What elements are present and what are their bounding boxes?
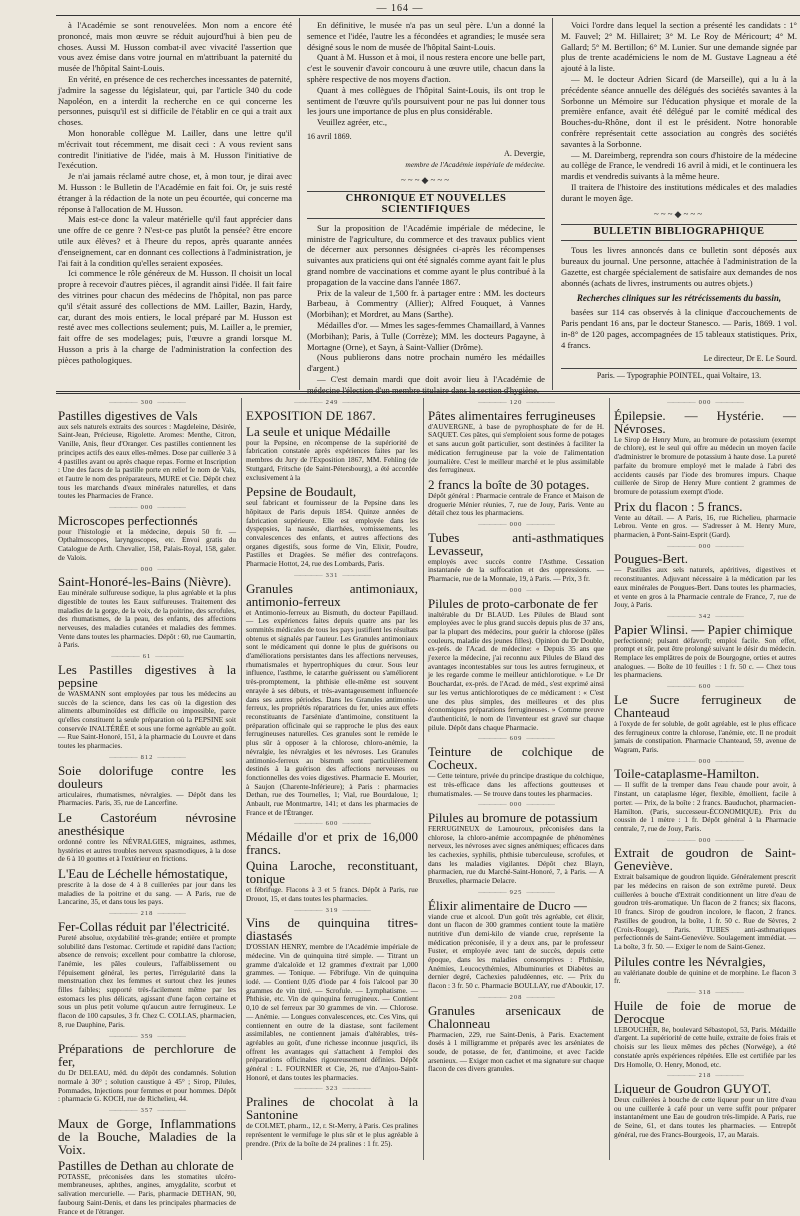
- ad-body: — Pastilles aux sels naturels, apéritives, digestives et reconstituantes. Adjuvant nécessaire à la médication par les eaux minérales de Pougues-Bert. Dans toutes les pharmacies, et vente en gros à la Pharmacie centrale de France, 7, rue de Jouy, à Paris.: [614, 565, 796, 610]
- ad-number: ————— 318 —————: [614, 989, 796, 998]
- advertisement: [428, 478, 604, 518]
- ad-body: Vente au détail. — A Paris, 16, rue Richelieu, pharmacie Lebrou. Vente en gros. — S'adresser à M. Henry Mure, pharmacien, à Pont-Saint-Esprit (Gard).: [614, 512, 796, 540]
- ad-number: ————— 300 —————: [58, 399, 236, 408]
- column-divider: [241, 398, 242, 1160]
- ad-number: ————— 323 —————: [246, 1085, 418, 1094]
- advertisement: [614, 613, 796, 680]
- advertisement: [614, 758, 796, 834]
- ad-number: ————— 600 —————: [614, 683, 796, 692]
- ad-number: ————— 000 —————: [58, 504, 236, 513]
- ad-body: pour la Pepsine, en récompense de la supériorité de fabrication constatée après expériences faites par les membres du Jury de l'Exposition 1867, MM. Fehling (de Stuttgard, Fritsche (de Saint-Pétersbourg), a été accordée exclusivement à la: [246, 437, 418, 482]
- ad-headline: Pougues-Bert.: [614, 551, 689, 567]
- ad-headline: 2 francs la boîte de 30 potages.: [428, 476, 590, 492]
- ad-headline: Vins de quinquina titres-diastasés: [246, 915, 418, 944]
- article-column-2: [307, 20, 545, 395]
- ad-headline: Élixir alimentaire de Ducro —: [428, 897, 587, 913]
- advertisement: [58, 653, 236, 751]
- ad-headline: Pastilles de Dethan au chlorate de: [58, 1157, 234, 1173]
- book-title: Recherches cliniques sur les rétrécissements du bassin,: [576, 293, 782, 304]
- section-title: BULLETIN BIBLIOGRAPHIQUE: [561, 224, 797, 241]
- ad-body: et fébrifuge. Flacons à 3 et 5 francs. Dépôt à Paris, rue Drouot, 15, et dans toutes les pharmacies.: [246, 885, 418, 903]
- ad-body: de COLMET, pharm., 12, r. St-Merry, à Paris. Ces pralines représentent le vermifuge le plus sûr et le plus agréable à prendre. (Prix de la boîte de 24 pralines : 1 fr. 25).: [246, 1121, 418, 1148]
- ad-headline: Préparations de perchlorure de fer,: [58, 1041, 236, 1070]
- ad-body: viande crue et alcool. D'un goût très agréable, cet élixir, dont un flacon de 300 grammes contient toute la matière nutritive d'un demi-kilo de viande crue, représente la médication préconisée, il y a deux ans, par le professeur Fuster, et employée avec tant de succès, depuis cette époque, dans les maladies consomptives : Phthisie, Anémies, Leucocythémies, Albuminuries et Diabètes au dernier degré, Cachexies paludéennes, etc. — Prix du flacon : 3 fr. 50 c. Pharmacie BOULLAY, rue d'Aboukir, 17.: [428, 911, 604, 991]
- advertisement: [58, 1159, 236, 1216]
- ad-number: ————— 120 —————: [428, 399, 604, 408]
- paragraph: Veuillez agréer, etc.,: [317, 117, 388, 128]
- advertisement: [246, 399, 418, 422]
- ad-headline: Toile-cataplasme-Hamilton.: [614, 766, 760, 782]
- ad-headline: Extrait de goudron de Saint-Geneviève.: [614, 845, 796, 874]
- advertisement: [58, 566, 236, 651]
- advertisement: [614, 837, 796, 952]
- ad-body: prescrite à la dose de 4 à 8 cuillerées par jour dans les maladies de la poitrine et du sang. — A Paris, rue de Lancarine, 35, et dans tous les pays.: [58, 880, 236, 907]
- ad-body: perfectionné; pulsant défavorît; emploi facile. Son effet, prompt et sûr, peut être prolongé suivant le désir du médecin. Remplace les emplâtres de poix de Bourgogne, orties et autres analogues. — Boîte de 10 feuilles : 1 fr. 50 c. — Chez tous les pharmaciens.: [614, 635, 796, 680]
- ad-number: ————— 812 —————: [58, 754, 236, 763]
- advertisement: [428, 587, 604, 733]
- paragraph: Quant à mes collègues de l'hôpital Saint-Louis, ils ont trop le sentiment de l'œuvre qu'ils poursuivent pour ne pas lui donner tous les jours une importance de plus en plus considérable.: [307, 84, 545, 117]
- advertisement: [614, 500, 796, 540]
- paragraph: Voici l'ordre dans lequel la section a présenté les candidats : 1° M. Fauvel; 2° M. Hillairet; 3° M. Le Roy de Méricourt; 4° M. Gallard; 5° M. Bertillon; 6° M. Lunier. Sur une demande signée par plus de trente académiciens le nom de M. Gustave Lagneau a été ajouté à la liste.: [561, 20, 797, 74]
- advertisement: [428, 801, 604, 886]
- ad-body: LEBOUCHER, 8e, boulevard Sébastopol, 53, Paris. Médaille d'argent. La supériorité de cette huile, extraite de foies frais et choisis sur les lieux mêmes des pêches (Norwége), a été constatée après expériences répétées. Elle est certifiée par les Drs Homolle, O. Henry, Monod, etc.: [614, 1024, 796, 1069]
- ad-headline: Papier Wlinsi. — Papier chimique: [614, 621, 793, 637]
- ad-headline: Pâtes alimentaires ferrugineuses: [428, 407, 596, 423]
- paragraph: basées sur 114 cas observés à la clinique d'accouchements de Paris pendant 16 ans, par le docteur Stanesco. — Paris, 1869. 1 vol. in-8° de 120 pages, accompagnées de 15 tableaux statistiques. Prix, 4 francs.: [561, 307, 797, 350]
- ornament-divider: ~~~◆~~~: [400, 175, 452, 186]
- ad-body: inaltérable du Dr BLAUD. Les Pilules de Blaud sont employées avec le plus grand succès depuis plus de 37 ans, par la plupart des médecins, pour guérir la chlorose (pâles couleurs, maladie des jeunes filles). Opinion du Dr Double, ex-prés. de l'Acad. de médecine: « Depuis 35 ans que j'exerce la médecine, j'ai reconnu aux Pilules de Blaud des avantages incontestables sur tous les autres ferrugineux, et je les regarde comme le meilleur antichlorotique. » Le Dr Bouchardat, ex-prés. de l'Acad. de méd., s'est exprimé ainsi sur les vertus antichlorotiques de ce médicament : « C'est une des plus simples, des meilleures et des plus économiques préparations ferrugineuses. » Comme preuve d'authenticité, le nom de l'inventeur est gravé sur chaque pilule. Dépôt dans chaque Pharmacie.: [428, 609, 604, 732]
- ad-headline: Pilules contre les Névralgies,: [614, 953, 766, 969]
- ad-number: ————— 000 —————: [614, 837, 796, 846]
- ad-headline: Pralines de chocolat à la Santonine: [246, 1094, 418, 1123]
- paragraph: Je n'ai jamais réclamé autre chose, et, à mon tour, je dirai avec M. Husson : le Bulletin de l'Académie en fait foi. Or, je suis resté étranger à la rédaction de la note un peu écourtée, qui concerne ma réponse à l'allocation de M. Husson.: [58, 171, 292, 214]
- advertisement: [428, 521, 604, 584]
- advertisement: [614, 399, 796, 497]
- advertisement-section-rule: [56, 391, 800, 394]
- ad-number: ————— 342 —————: [614, 613, 796, 622]
- paragraph: — M. Dareimberg, reprendra son cours d'histoire de la médecine au collège de France, le vendredi 16 avril à midi, et le continuera les mardis et vendredis suivants à la même heure.: [561, 149, 797, 182]
- ad-headline: Prix du flacon : 5 francs.: [614, 498, 743, 514]
- ad-body: Extrait balsamique de goudron liquide. Généralement prescrit par les médecins en raison de son extrême pureté. Deux cuillerées à bouche d'Extrait conditionnent un litre d'eau de goudron très-aromatique. Un flacon de 2 francs; six flacons, 10 francs. Sirop de goudron incolore, le flacon, 2 francs. Pastilles de goudron, la boîte, 1 fr. 50 c. Rue de Sèvres, 2 (Croix-Rouge), Paris. TUBES anti-asthmatiques perfectionnés de Saint-Geneviève. Soulagement immédiat. — La boîte, 3 fr. 50. — Exiger le nom de Saint-Genez.: [614, 872, 796, 951]
- ad-headline: Fer-Collas réduit par l'électricité.: [58, 918, 230, 934]
- ad-body: au valérianate double de quinine et de morphine. Le flacon 3 fr.: [614, 967, 796, 986]
- ad-number: ————— 000 —————: [428, 801, 604, 810]
- ad-body: d'AUVERGNE, à base de pyrophosphate de fer de H. SAQUET. Ces pâtes, qui s'emploient sous forme de potages et sans aucun goût particulier, sont destinées à faciliter la médication ferrugineuse par la voie de l'alimentation journalière. C'est le meilleur marché et le plus assimilable des ferrugineux.: [428, 421, 604, 475]
- ad-body: Dépôt général : Pharmacie centrale de France et Maison de droguerie Ménier réunies, 7, rue de Jouy, Paris. Vente au détail chez tous les pharmaciens.: [428, 490, 604, 518]
- advertisement: [58, 867, 236, 907]
- paragraph: Il traitera de l'histoire des institutions médicales et des maladies durant le moyen âge.: [561, 181, 797, 203]
- advertisement: [614, 543, 796, 610]
- ad-number: ————— 000 —————: [428, 521, 604, 530]
- advertisement: [58, 1107, 236, 1156]
- ad-number: ————— 218 —————: [614, 1072, 796, 1081]
- ad-body: pour l'histologie et la médecine, depuis 50 fr. — Opthalmoscopes, laryngoscopes, etc. Envoi gratis du Catalogue de Arth. Chevalier, 158, Palais-Royal, 158, galer. de Valois.: [58, 526, 236, 562]
- ad-body: à l'oxyde de fer soluble, de goût agréable, est le plus efficace des ferrugineux contre la chlorose, l'anémie, etc. Il ne produit jamais de constipation. Pharmacie Chanteaud, 59, avenue de Wagram, Paris.: [614, 718, 796, 754]
- advertisement: [58, 910, 236, 1029]
- ad-headline: Pastilles digestives de Vals: [58, 407, 198, 423]
- ads-column-4: [614, 398, 796, 1160]
- paragraph: — M. le docteur Adrien Sicard (de Marseille), qui a lu à la précédente séance annuelle des délégués des sociétés savantes à la Sorbonne un Mémoire sur l'éducation physique et morale de la première enfance, avait été délégué par le comité médical des Bouches-du-Rhône, dont il est le président. Notre honorable confrère représentait cette association au congrès des sociétés savantes à la Sorbonne.: [561, 73, 797, 149]
- ad-body: de WASMANN sont employées par tous les médecins au succès de la science, dans les cas où la digestion des aliments albuminoïdes est difficile ou impossible, parce qu'elles constituent la seule préparation où la PEPSINE soit conservée INALTÉRÉE et sous une forme agréable au goût. — Rue Saint-Honoré, 151, à la pharmacie du Louvre et dans toutes les pharmacies.: [58, 688, 236, 751]
- section-title: CHRONIQUE ET NOUVELLES SCIENTIFIQUES: [307, 191, 545, 219]
- ad-body: — Il suffit de la tremper dans l'eau chaude pour avoir, à l'instant, un cataplasme léger, flexible, émollient, facile à porter. — Prix, de la boîte : 2 francs. Bauduchot, pharmacien-Hamilton. (Paris, successeur-ÉCONOMIQUE). Prix du coussin de 1 mètre : 1 fr. Dépôt général à la Pharmacie centrale, 7, rue de Jouy, Paris.: [614, 780, 796, 833]
- advertisement: [614, 1072, 796, 1139]
- ad-number: ————— 61 —————: [58, 653, 236, 662]
- page-number: — 164 —: [376, 3, 424, 14]
- column-divider: [609, 398, 610, 1160]
- ad-number: ————— 000 —————: [428, 587, 604, 596]
- advertisement: [246, 572, 418, 818]
- ad-body: aux sels naturels extraits des sources : Magdeleine, Désirée, Saint-Jean, Précieuse, Rigolette. Aromes: Menthe, Citron, Vanille, Anis, fleur d'Oranger. Ces pastilles contiennent les principes actifs des eaux elles-mêmes. Dose par cuillerée 3 à 4 pastilles avant ou après chaque repas. Forme et Inscription : Une des faces de la pastille porte en relief le nom de Vals, et l'autre le nom des préparateurs, MURE et Cie. Dépôt chez tous les marchands d'eaux minérales naturelles, et dans toutes les Pharmacies de France.: [58, 421, 236, 501]
- ad-headline: Pepsine de Boudault,: [246, 484, 357, 500]
- advertisement: [246, 820, 418, 856]
- ad-body: — Cette teinture, privée du principe drastique du colchique, est très-efficace dans les affections goutteuses et rhumatismales. — Se trouve dans toutes les pharmacies.: [428, 771, 604, 798]
- ad-body: Eau minérale sulfureuse sodique, la plus agréable et la plus digestible de toutes les Eaux sulfureuses. Traitement des maladies de la gorge, de la voix, de la poitrine, des scrofules, des rhumatismes, de la peau, des enfants, des affections nerveuses, des maladies cutanées et maladies des femmes. Vente dans toutes les pharmacies. Dépôt : 60, rue Caumartin, à Paris.: [58, 588, 236, 650]
- ad-number: ————— 925 —————: [428, 889, 604, 898]
- ad-body: du Dr DELEAU, méd. du dépôt des condamnés. Solution normale à 30° ; solution caustique à 45° ; Sirop, Pilules, Pommades, Injections pour femmes et pour hommes. Dépôt : pharmacie G. KOCH, rue de Richelieu, 44.: [58, 1068, 236, 1104]
- ad-body: Deux cuillerées à bouche de cette liqueur pour un litre d'eau ou une cuillerée à café pour un verre suffit pour préparer instantanément une Eau de goudron très-limpide. A Paris, rue de Seine, 61, et dans toutes les pharmacies. — Entrepôt général, rue des Francs-Bourgeois, 17, au Marais.: [614, 1094, 796, 1139]
- ad-headline: Granules arsenicaux de Chalonneau: [428, 1002, 604, 1031]
- printer-line: Paris. — Typographie POINTEL, quai Voltaire, 13.: [561, 368, 797, 382]
- ad-number: ————— 609 —————: [428, 735, 604, 744]
- advertisement: [428, 994, 604, 1074]
- ad-headline: Maux de Gorge, Inflammations de la Bouche, Maladies de la Voix.: [58, 1115, 236, 1157]
- advertisement: [614, 955, 796, 986]
- paragraph: Ici commence le rôle généreux de M. Husson. Il choisit un local propre à recevoir d'autres pièces, il agrandit ainsi l'idée. Il fait faire des vitrines pour chacun des médecins de l'hôpital, non pas parce qu'il s'était assuré des collections de MM. Lailler, Bazin, Hardy, car, durant des mois entiers, le local préparé par M. Husson est resté avec mes collections seulement; puis, M. Lailler a, le premier, fait offre de ses modelages; puis, l'œuvre a grandi lorsque M. Husson a pris à la charge de l'administration la confection des pièces pathologiques.: [58, 268, 292, 365]
- ad-headline: Tubes anti-asthmatiques Levasseur,: [428, 529, 604, 558]
- ad-number: ————— 000 —————: [614, 758, 796, 767]
- signature-title: membre de l'Académie impériale de médecine.: [405, 159, 545, 169]
- ads-column-2: [246, 398, 418, 1160]
- ad-body: articulaires, rhumatismes, névralgies. — Dépôt dans les Pharmacies. Paris, 35, rue de Lancerfine.: [58, 789, 236, 808]
- ad-number: ————— 600 —————: [246, 820, 418, 829]
- paragraph: En définitive, le musée n'a pas un seul père. L'un a donné la semence et l'idée, l'autre les a fécondées et agrandies; le musée sera désigné sous le nom de musée de l'hôpital Saint-Louis.: [307, 20, 545, 52]
- advertisement: [246, 1085, 418, 1148]
- header-rule: [56, 15, 800, 16]
- ad-number: ————— 000 —————: [58, 566, 236, 575]
- ad-number: ————— 000 —————: [614, 399, 796, 408]
- ad-headline: Épilepsie. — Hystérie. — Névroses.: [614, 407, 796, 436]
- ads-column-1: [58, 398, 236, 1216]
- paragraph: à l'Académie se sont renouvelées. Mon nom a encore été prononcé, mais mon œuvre se réduit aujourd'hui à bien peu de choses. Aussi M. Husson combat-il avec vivacité l'assertion que vous avez émise dans votre journal en m'attribuant la paternité du musée de l'hôpital Saint-Louis.: [58, 20, 292, 74]
- ad-number: ————— 249 —————: [246, 399, 418, 408]
- ad-headline: Liqueur de Goudron GUYOT.: [614, 1080, 772, 1096]
- ad-body: D'OSSIAN HENRY, membre de l'Académie impériale de médecine. Vin de quinquina titré simple. — Titrant un gramme d'alcaloïde et 12 grammes d'extrait par 1,000 grammes. — Tonique. — Fébrifuge. Vin de quinquina iodé. — Contient 0,05 d'iode par 4 fois l'alcool par 30 grammes de vin titré. — Scrofule. — Lymphatisme. — Phthisie, etc. Vin de quinquina ferrugineux. — Contient 0,10 de sel ferreux par 30 grammes de vin. — Chlorose. — Anémie. — Longues convalescences, etc. Ces Vins, qui contiennent en outre de la diastase, sont facilement assimilables, ne contiennent jamais d'altérables, très-agréables au goût, d'une richesse inconnue jusqu'ici, ils offrent les avantages qui s'attachent à l'emploi des préparations officinales rigoureusement définies. Dépôt général : L. FOURNIER et Cie, 26, rue d'Anjou-Saint-Honoré, et dans toutes les pharmacies.: [246, 942, 418, 1082]
- column-divider: [552, 18, 553, 390]
- advertisement: [246, 859, 418, 903]
- paragraph: Mon honorable collègue M. Lailler, dans une lettre qu'il m'écrivait tout récemment, me disait ceci : A vous revient sans contredit l'initiative de l'idée, mais à M. Husson l'initiative de l'exécution.: [58, 127, 292, 171]
- column-divider: [423, 398, 424, 1160]
- ad-number: ————— 319 —————: [246, 907, 418, 916]
- advertisement: [246, 485, 418, 569]
- advertisement: [58, 504, 236, 563]
- ad-headline: Le Castoréum névrosine anesthésique: [58, 809, 236, 838]
- advertisement: [246, 425, 418, 483]
- advertisement: [58, 399, 236, 501]
- ad-headline: La seule et unique Médaille: [246, 423, 391, 439]
- advertisement: [614, 989, 796, 1069]
- ad-body: seul fabricant et fournisseur de la Pepsine dans les hôpitaux de Paris depuis 1854. Quinze années de fabrication supérieure. Elle est employée dans les dyspepsies, la nausée, diarrhées, vomissements, les convalescences des enfants, et autres affections des organes digestifs, sous forme de Vin, Elixir, Poudre, Pastilles et Dragées. Se méfier des contrefaçons. Pharmacie Hottot, 24, rue des Lombards, Paris.: [246, 498, 418, 569]
- ad-body: ordonné contre les NÉVRALGIES, migraines, asthmes, hystéries et autres troubles nerveux spasmodiques, à la dose de 6 à 10 gouttes et à l'extérieur en frictions.: [58, 836, 236, 864]
- paragraph: En vérité, en présence de ces recherches incessantes de paternité, j'admire la sagesse du législateur, qui, par l'article 340 du code Napoléon, en a interdit la recherche en ce qui concerne les personnes, puisqu'il est si difficile de l'établir en ce qui a trait aux choses.: [58, 73, 292, 128]
- ad-headline: Médaille d'or et prix de 16,000 francs.: [246, 829, 418, 858]
- ad-headline: Pilules au bromure de potassium: [428, 809, 598, 825]
- ad-number: ————— 331 —————: [246, 572, 418, 581]
- paragraph: Médailles d'or. — Mmes les sages-femmes Chamaillard, à Vannes (Morbihan); Paris, à Tulle (Corrèze); MM. les docteurs Pagayne, à Mortagne (Orne), et Sayn, à Saint-Vallier (Drôme).: [307, 319, 545, 352]
- ad-number: ————— 359 —————: [58, 1033, 236, 1042]
- ad-body: FERRUGINEUX de Lamouroux, préconisées dans la chlorose, la chloro-anémie accompagnée de phénomènes nerveux, les névroses avec signes anémiques; efficaces dans les cachexies, syphilis, phthisie tuberculeuse, scrofules, et dans les maladies vigilantes. Dépôt chez Blayn, pharmacien, rue du Marché-Saint-Honoré, 7, à Paris. — A Bruxelles, pharmacie Delacre.: [428, 823, 604, 886]
- ad-headline: Huile de foie de morue de Derocque: [614, 997, 796, 1026]
- ads-column-3: [428, 398, 604, 1160]
- ad-body: Le Sirop de Henry Mure, au bromure de potassium (exempt de chlore), est le seul qui offre au médecin un moyen facile d'administrer le bromure de potassium à haute dose. La pureté parfaite du bromure employé met le malade à l'abri des accidents causés par l'iode des bromures impurs. Chaque cuillerée de Sirop de Henry Mure contient 2 grammes de bromure de potassium exempt d'iode.: [614, 434, 796, 496]
- paragraph: (Nous publierons dans notre prochain numéro les médailles d'argent.): [307, 352, 545, 374]
- paragraph: Tous les livres annoncés dans ce bulletin sont déposés aux bureaux du journal. Une personne, attachée à l'administration de la Gazette, est chargée spécialement de satisfaire aux demandes de nos abonnés (achats de livres, instruments ou autres objets.): [561, 245, 797, 288]
- ad-headline: Microscopes perfectionnés: [58, 512, 198, 528]
- ad-number: ————— 000 —————: [614, 543, 796, 552]
- advertisement: [58, 811, 236, 864]
- advertisement: [428, 735, 604, 798]
- paragraph: — C'est demain mardi que doit avoir lieu à l'Académie de médecine l'élection d'un membre titulaire dans la section d'hygiène.: [307, 373, 545, 395]
- ad-headline: Teinture de colchique de Cocheux.: [428, 744, 604, 773]
- advertisement: [428, 889, 604, 991]
- ad-body: employés avec succès contre l'Asthme. Cessation instantanée de la suffocation et des oppressions. — Pharmacie, rue de la Monnaie, 19, à Paris. — Prix, 3 fr.: [428, 556, 604, 584]
- ad-headline: Soie dolorifuge contre les douleurs: [58, 762, 236, 791]
- article-column-3: [561, 20, 797, 381]
- advertisement: [614, 683, 796, 755]
- column-divider: [299, 18, 300, 390]
- ad-body: Pharmacien, 229, rue Saint-Denis, à Paris. Exactement dosés à 1 milligramme et préparés avec les arséniates de soude, de potasse, de fer, d'antimoine, et avec l'acide arsenieux. — Exiger mon cachet et ma signature sur chaque flacon de ces divers granules.: [428, 1029, 604, 1074]
- ad-headline: Granules antimoniaux, antimonio-ferreux: [246, 580, 418, 609]
- ad-number: ————— 218 —————: [58, 910, 236, 919]
- ad-number: ————— 357 —————: [58, 1107, 236, 1116]
- article-column-1: [58, 20, 292, 370]
- ad-headline: Les Pastilles digestives à la pepsine: [58, 661, 236, 690]
- ad-headline: Pilules de proto-carbonate de fer: [428, 595, 598, 611]
- paragraph: Sur la proposition de l'Académie impériale de médecine, le ministre de l'agriculture, du commerce et des travaux publics vient de décerner aux personnes désignées ci-après les récompenses suivantes aux praticiens qui ont été signalés comme ayant fait le plus grand nombre de vaccinations et comme ayant le plus contribué à la propagation de la vaccine dans l'année 1867.: [307, 222, 545, 287]
- paragraph: Prix de la valeur de 1,500 fr. à partager entre : MM. les docteurs Barbeau, à Commentry (Allier); Alfred Fouquet, à Vannes (Morbihan); et Mordret, au Mans (Sarthe).: [307, 287, 545, 320]
- ad-headline: Quina Laroche, reconstituant, tonique: [246, 858, 418, 887]
- letter-date: 16 avril 1869.: [307, 131, 352, 141]
- ad-body: Pureté absolue, oxydabilité très-grande; entière et prompte solubilité dans l'estomac. Certitude et rapidité dans l'action; absence de renvois; excellent pour combattre la chlorose, l'anémie, les pâles couleurs, l'affaiblissement ou l'épuisement général, les pertes, l'irrégularité dans la menstruation chez les femmes et surtout chez les jeunes filles faibles; supporté très-facilement même par les estomacs les plus délicats, agissant d'une façon certaine et sous un plus petit volume qu'aucun autre ferrugineux. Le flacon de 100 capsules, 3 fr. Chez C. COLLAS, pharmacien, 8, rue Dauphine, Paris.: [58, 932, 236, 1029]
- ad-headline: Saint-Honoré-les-Bains (Nièvre).: [58, 574, 232, 590]
- ad-body: et Antimonio-ferreux au Bismuth, du docteur Papillaud. — Les expériences faites depuis quatre ans par les sommités médicales de tous les pays justifient les résultats obtenus et signalés par l'auteur. Les Granules antimoniaux sont le médicament qui donne le plus de guérisons ou d'améliorations persistantes dans les affections nerveuses, rhumatismales et hypertrophiques du cœur. Sous leur influence, l'asthme, le catarrhe guérissent ou s'améliorent très-promptement, la phthisie elle-même est souvent enrayée à ses débuts, et très-avantageusement influencée dans ses autres périodes. Dans les Granules antimonio-ferreux, les propriétés réparatrices du fer, unies aux effets reconstituants de l'arséniate d'antimoine, constituent la préparation officinale qui se rapproche le plus des eaux ferrugineuses naturelles. Ces granules sont le remède le plus sûr à opposer à la chlorose, chloro-anémie, la névralgie, les névralgies et les névroses. Les Granules antimonio-ferreux au bismuth sont particulièrement destinés à la guérison des affections nerveuses ou fonctionnelles des voies digestives. Pharmacie E. Mourier, à Saujon (Charente-Inférieure); à Paris : pharmacies Dethan, rue des Tournelles, 1; Vial, rue Bourdaloue, 1; Anbault, rue Montmartre, 141; et dans les pharmacies de France et de l'Étranger.: [246, 607, 418, 817]
- advertisement: [246, 907, 418, 1083]
- ad-headline: EXPOSITION DE 1867.: [246, 407, 376, 423]
- ad-body: POTASSE, préconisées dans les stomatites ulcéro-membraneuses, aphthes, angines, amygdalite, scorbut et salivation mercurielle. — Paris, pharmacie DETHAN, 90, faubourg Saint-Denis, et dans les principales pharmacies de France et de l'étranger.: [58, 1171, 236, 1216]
- ad-number: ————— 208 —————: [428, 994, 604, 1003]
- advertisement: [428, 399, 604, 475]
- ornament-divider: ~~~◆~~~: [653, 208, 705, 219]
- paragraph: Mais est-ce donc la valeur matérielle qu'il faut apprécier dans une offre de ce genre ? N'est-ce pas plutôt la pensée? être encore utile aux élèves? et à l'heure du repos, après quarante années d'enseignement, car en donnant ces collections à l'administration, je l'ai fait à la condition qu'elles seraient exposées.: [58, 214, 292, 268]
- ad-headline: Le Sucre ferrugineux de Chanteaud: [614, 691, 796, 720]
- advertisement: [58, 1033, 236, 1105]
- letter-signature: A. Devergie,: [504, 148, 545, 158]
- ad-headline: L'Eau de Léchelle hémostatique,: [58, 866, 228, 882]
- paragraph: Quant à M. Husson et à moi, il nous restera encore une belle part, c'est le souvenir d'avoir concouru à une œuvre utile, chacun dans la sphère respective de nos moyens d'action.: [307, 52, 545, 84]
- director-signature: Le directeur, Dr E. Le Sourd.: [703, 354, 797, 364]
- advertisement: [58, 754, 236, 808]
